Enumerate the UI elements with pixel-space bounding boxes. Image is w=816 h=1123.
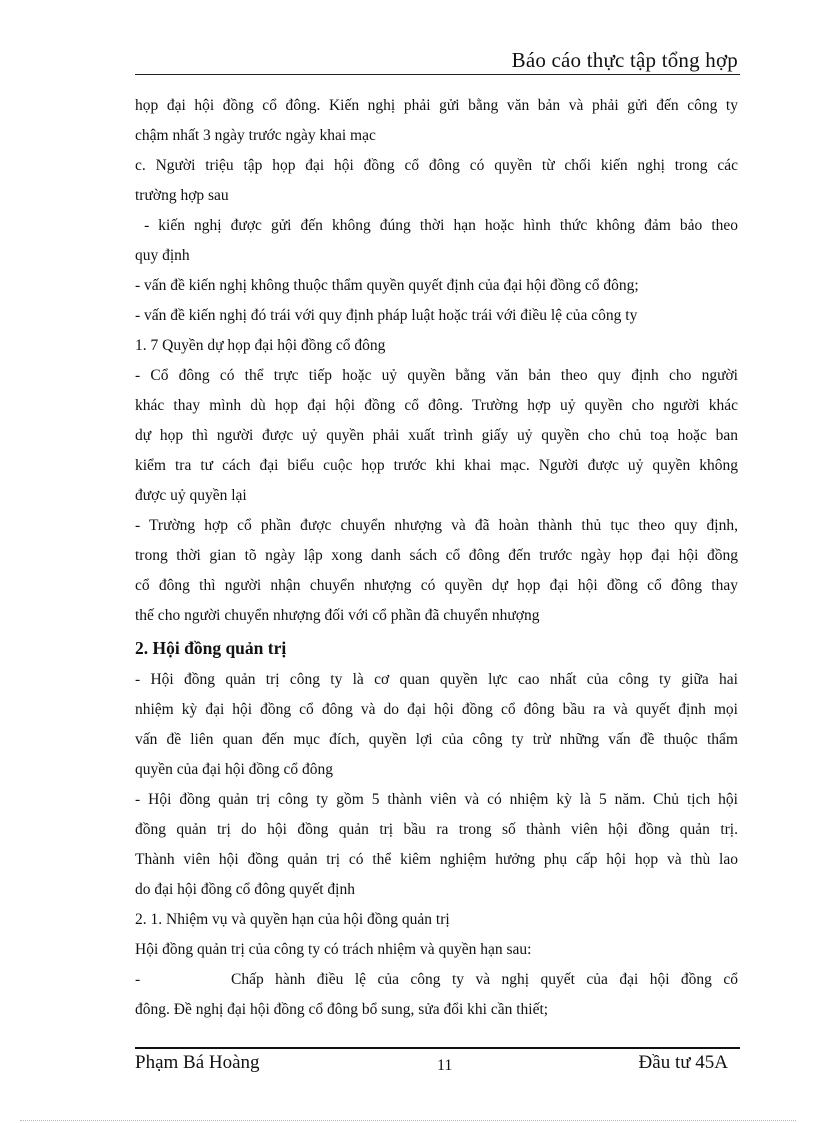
subsection-title: 2. 1. Nhiệm vụ và quyền hạn của hội đồng quản trị (135, 911, 450, 928)
paragraph-line: - vấn đề kiến nghị đó trái với quy định pháp luật hoặc trái với điều lệ của công ty (135, 307, 638, 324)
paragraph-line: họp đại hội đồng cổ đông. Kiến nghị phải gửi bằng văn bản và phải gửi đến công ty (135, 97, 738, 114)
paragraph-line: cổ đông thì người nhận chuyển nhượng có quyền dự họp đại hội đồng cổ đông thay (135, 577, 738, 594)
paragraph-line: khác thay mình dù họp đại hội đồng cổ đông. Trường hợp uỷ quyền cho người khác (135, 397, 738, 414)
paragraph-line: trong thời gian tõ ngày lập xong danh sách cổ đông đến trước ngày họp đại hội đồng (135, 547, 738, 564)
page-number: 11 (437, 1057, 453, 1074)
document-body (135, 91, 738, 1025)
paragraph-line: - Trường hợp cổ phần được chuyển nhượng và đã hoàn thành thủ tục theo quy định, (135, 517, 738, 534)
paragraph-line: chậm nhất 3 ngày trước ngày khai mạc (135, 127, 376, 144)
footer-author: Phạm Bá Hoàng (135, 1052, 260, 1073)
subsection-title: 1. 7 Quyền dự họp đại hội đồng cổ đông (135, 337, 386, 354)
paragraph-line: Thành viên hội đồng quản trị có thể kiêm nghiệm hưởng phụ cấp hội họp và thù lao (135, 851, 738, 868)
paragraph-line: c. Người triệu tập họp đại hội đồng cổ đông có quyền từ chối kiến nghị trong các (135, 157, 738, 174)
paragraph-line: Hội đồng quản trị của công ty có trách nhiệm và quyền hạn sau: (135, 941, 532, 958)
paragraph-line: đông. Đề nghị đại hội đồng cổ đông bổ sung, sửa đổi khi cần thiết; (135, 1001, 549, 1018)
page-bottom-border (20, 1120, 796, 1121)
paragraph-line: được uỷ quyền lại (135, 487, 247, 504)
header-divider (135, 74, 740, 75)
footer-divider (135, 1047, 740, 1049)
paragraph-line: kiểm tra tư cách đại biểu cuộc họp trước khi khai mạc. Người được uỷ quyền không (135, 457, 738, 474)
paragraph-line: Chấp hành điều lệ của công ty và nghị quyết của đại hội đồng cổ (231, 971, 738, 988)
paragraph-line: nhiệm kỳ đại hội đồng cổ đông và do đại hội đồng cổ đông bầu ra và quyết định mọi (135, 701, 738, 718)
paragraph-line: - Cổ đông có thể trực tiếp hoặc uỷ quyền bằng văn bản theo quy định cho người (135, 367, 738, 384)
paragraph-line: quy định (135, 247, 190, 264)
header-title: Báo cáo thực tập tổng hợp (511, 48, 738, 72)
paragraph-line: vấn đề liên quan đến mục đích, quyền lợi của công ty trừ những vấn đề thuộc thẩm (135, 731, 738, 748)
bullet-dash: - (135, 971, 141, 988)
paragraph-line: trường hợp sau (135, 187, 229, 204)
bullet-item (135, 965, 738, 995)
paragraph-line: đồng quản trị do hội đồng quản trị bầu ra trong số thành viên hội đồng quản trị. (135, 821, 738, 838)
section-heading: 2. Hội đồng quản trị (135, 638, 287, 658)
paragraph-line: thế cho người chuyển nhượng đối với cổ phần đã chuyển nhượng (135, 607, 540, 624)
paragraph-line: do đại hội đồng cổ đông quyết định (135, 881, 355, 898)
paragraph-line: quyền của đại hội đồng cổ đông (135, 761, 334, 778)
paragraph-line: - Hội đồng quản trị công ty là cơ quan quyền lực cao nhất của công ty giữa hai (135, 671, 738, 688)
paragraph-line: - Hội đồng quản trị công ty gồm 5 thành viên và có nhiệm kỳ là 5 năm. Chủ tịch hội (135, 791, 738, 808)
paragraph-line: - vấn đề kiến nghị không thuộc thẩm quyền quyết định của đại hội đồng cổ đông; (135, 277, 639, 294)
paragraph-line: dự họp thì người được uỷ quyền phải xuất trình giấy uỷ quyền cho chủ toạ hoặc ban (135, 427, 738, 444)
footer-class: Đầu tư 45A (638, 1052, 728, 1073)
paragraph-line: - kiến nghị được gửi đến không đúng thời hạn hoặc hình thức không đảm bảo theo (135, 217, 738, 234)
